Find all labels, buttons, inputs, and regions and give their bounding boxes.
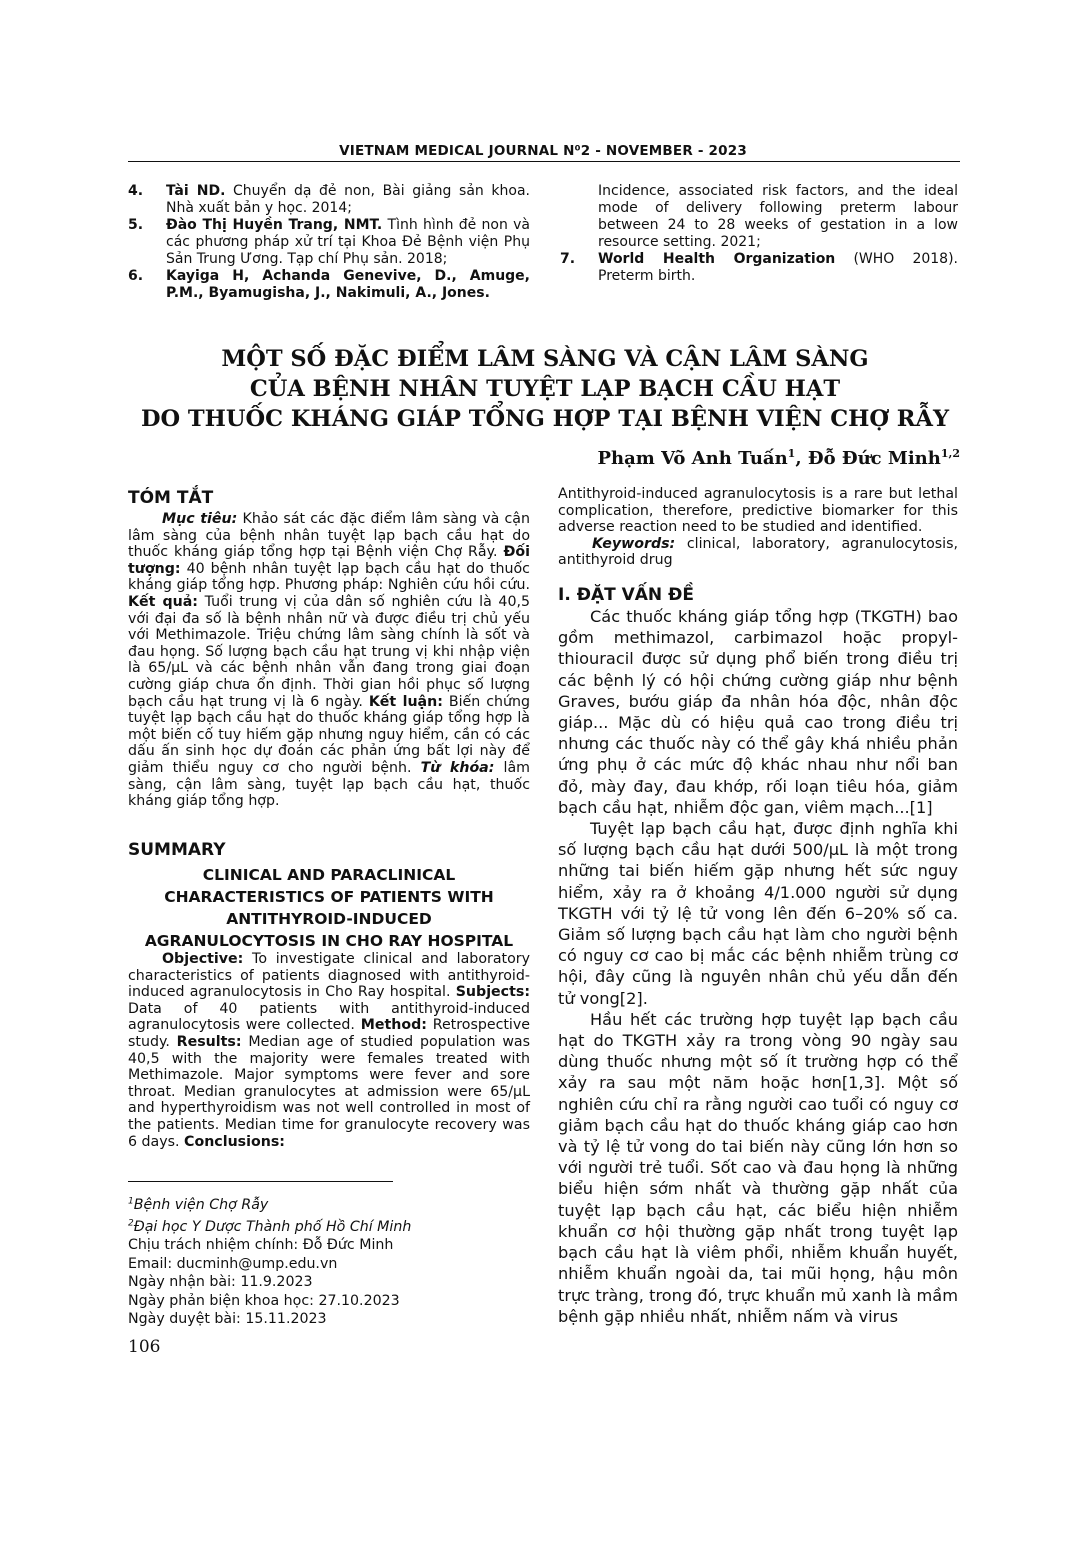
- abstract-label: Từ khóa:: [420, 759, 495, 776]
- summary-text: [128, 951, 530, 1150]
- summary-label: Subjects:: [455, 984, 530, 1001]
- reference-text: [166, 217, 530, 268]
- summary-continuation: [558, 486, 958, 569]
- journal-header: VIETNAM MEDICAL JOURNAL N⁰2 - NOVEMBER - 2023: [339, 143, 747, 159]
- reference-text: [598, 251, 958, 285]
- summary-title-line: ANTITHYROID-INDUCED: [226, 910, 432, 928]
- reference-item: [560, 251, 958, 285]
- summary-results: Median age of studied population was 40,5 with the majority were females treated with Methimazole. Major symptoms were fever and sore throat. Median granulocytes at admission were 65/µL and hyperthyroidism was not well controlled in most of the patients. Median time for granulocyte recovery was 6 days.: [128, 1033, 531, 1150]
- summary-title-line: CHARACTERISTICS OF PATIENTS WITH: [164, 888, 494, 906]
- summary-subjects: Data of 40 patients with antithyroid-induced agranulocytosis were collected.: [128, 1000, 530, 1034]
- reference-body: Tình hình đẻ non và các phương pháp xử trí tại Khoa Đẻ Bệnh viện Phụ Sản Trung Ương. Tạp chí Phụ sản. 2018;: [166, 217, 530, 267]
- reference-number: 5.: [128, 217, 144, 233]
- reference-body: (WHO 2018). Preterm birth.: [598, 251, 958, 284]
- title-line: CỦA BỆNH NHÂN TUYỆT LẠP BẠCH CẦU HẠT: [249, 376, 841, 402]
- summary-conclusion-text: Antithyroid-induced agranulocytosis is a rare but lethal complication, therefore, predictive biomarker for this adverse reaction need to be studied and identified.: [558, 486, 958, 536]
- intro-paragraph: Hầu hết các trường hợp tuyệt lạp bạch cầu hạt do TKGTH xảy ra trong vòng 90 ngày sau dùng thuốc nhưng một số ít trường hợp có thể xảy ra sau một năm hoặc hơn[1,3]. Một số nghiên cứu chỉ ra rằng người cao tuổi có nguy cơ giảm bạch cầu hạt do thuốc kháng giáp cao hơn và tỷ lệ tử vong do tai biến này cũng lớn hơn so với người trẻ tuổi. Sốt cao và đau họng là những biểu hiện sớm nhất và thường gặp nhất của tuyệt lạp bạch cầu hạt, các biểu hiện nhiễm khuẩn cơ hội thường gặp nhất trong tuyệt lạp bạch cầu hạt là viêm phổi, nhiễm khuẩn huyết, nhiễm khuẩn ngoài da, tai mũi họng, hậu môn trực tràng, trong đó, trực khuẩn mủ xanh là mầm bệnh gặp nhiều nhất, nhiễm nấm và virus: [558, 1009, 958, 1326]
- footnote-sup: 1: [128, 1196, 134, 1206]
- author-affiliation: 1: [787, 447, 796, 460]
- abstract-conclusion: Biến chứng tuyệt lạp bạch cầu hạt do thuốc kháng giáp tổng hợp là một biến cố tuy hiếm gặp nhưng nguy hiểm, cần có các dấu ấn sinh học dự đoán các phản ứng bất lợi này để giảm thiểu nguy cơ cho người bệnh.: [128, 693, 530, 776]
- reference-body: Chuyển dạ đẻ non, Bài giảng sản khoa. Nhà xuất bản y học. 2014;: [166, 183, 530, 216]
- footnote-affiliation: [128, 1214, 411, 1236]
- footnote-sup: 2: [128, 1218, 134, 1229]
- author-affiliation: 1,2: [940, 447, 960, 460]
- summary-title-line: AGRANULOCYTOSIS IN CHO RAY HOSPITAL: [144, 932, 514, 950]
- article-authors: [560, 447, 960, 469]
- references-left: [128, 183, 530, 302]
- abstract-label: Kết quả:: [128, 593, 198, 610]
- summary-title-line: CLINICAL AND PARACLINICAL: [202, 866, 456, 884]
- footnote-text: Đại học Y Dược Thành phố Hồ Chí Minh: [133, 1218, 412, 1235]
- summary-label: Results:: [176, 1033, 242, 1050]
- reference-number: 4.: [128, 183, 144, 199]
- summary-keywords-text: clinical, laboratory, agranulocytosis, antithyroid drug: [558, 535, 958, 569]
- footnote-affiliation: [128, 1192, 411, 1214]
- reference-continuation: [560, 183, 958, 251]
- summary-title: [128, 864, 530, 952]
- reference-item: [128, 217, 530, 268]
- author-name: Phạm Võ Anh Tuấn: [597, 448, 788, 469]
- footnote-accepted: Ngày duyệt bài: 15.11.2023: [128, 1311, 327, 1328]
- footnote-responsible: Chịu trách nhiệm chính: Đỗ Đức Minh: [128, 1237, 394, 1254]
- footnote-email: Email: ducminh@ump.edu.vn: [128, 1255, 338, 1272]
- footnote-divider: [128, 1181, 393, 1182]
- author-name: Đỗ Đức Minh: [807, 448, 941, 469]
- reference-authors: World Health Organization: [598, 251, 836, 267]
- summary-label: Keywords:: [592, 535, 676, 552]
- reference-number: 7.: [560, 251, 576, 267]
- intro-paragraph: Các thuốc kháng giáp tổng hợp (TKGTH) bao gồm methimazol, carbimazol hoặc propyl-thiouracil được sử dụng phổ biến trong điều trị các bệnh lý có hội chứng cường giáp như bệnh Graves, bướu giáp đa nhân hóa độc, nhân độc giáp... Mặc dù có hiệu quả cao trong điều trị nhưng các thuốc này có thể gây khá nhiều phản ứng phụ ở các mức độ khác nhau như nổi ban đỏ, mày đay, đau khớp, rối loạn tiêu hóa, giảm bạch cầu hạt, nhiễm độc gan, viêm mạch...[1]: [558, 607, 958, 817]
- reference-item: [128, 268, 530, 302]
- reference-authors: Kayiga H, Achanda Genevive, D., Amuge, P.M., Byamugisha, J., Nakimuli, A., Jones.: [166, 268, 530, 301]
- abstract-keywords: lâm sàng, cận lâm sàng, tuyệt lạp bạch cầu hạt, thuốc kháng giáp tổng hợp.: [128, 759, 530, 810]
- abstract-label: Mục tiêu:: [162, 511, 238, 527]
- reference-authors: Đào Thị Huyền Trang, NMT.: [166, 217, 383, 233]
- header-divider: [128, 161, 960, 162]
- footnote-text: Bệnh viện Chợ Rẫy: [133, 1196, 269, 1213]
- summary-label: Objective:: [162, 951, 244, 967]
- abstract-objective: Khảo sát các đặc điểm lâm sàng và cận lâm sàng của bệnh nhân tuyệt lạp bạch cầu hạt do thuốc kháng giáp tổng hợp tại Bệnh viện Chợ Rẫy.: [128, 511, 530, 561]
- reference-text: [166, 183, 530, 217]
- references-right: [560, 183, 958, 285]
- footnotes: [128, 1192, 411, 1329]
- reference-item: [128, 183, 530, 217]
- title-line: DO THUỐC KHÁNG GIÁP TỔNG HỢP TẠI BỆNH VIỆN CHỢ RẪY: [140, 406, 950, 432]
- summary-label: Method:: [360, 1017, 427, 1034]
- summary-label: Conclusions:: [184, 1133, 285, 1150]
- footnote-received: Ngày nhận bài: 11.9.2023: [128, 1274, 313, 1291]
- abstract-results: Tuổi trung vị của dân số nghiên cứu là 40,5 với đại đa số là bệnh nhân nữ và được điều trị chủ yếu với Methimazole. Triệu chứng lâm sàng chính là sốt và đau họng. Số lượng bạch cầu hạt trung vị khi nhập viện là 65/µL và các bệnh nhân vẫn đang trong giai đoạn cường giáp chưa ổn định. Thời gian hồi phục số lượng bạch cầu hạt trung vị là 6 ngày.: [128, 593, 531, 710]
- abstract-label: Kết luận:: [368, 693, 443, 710]
- abstract-vi-text: [128, 511, 530, 810]
- abstract-heading: TÓM TẮT: [128, 488, 214, 508]
- intro-paragraph: Tuyệt lạp bạch cầu hạt, được định nghĩa khi số lượng bạch cầu hạt dưới 500/µL là một trong những tai biến hiếm gặp nhưng hết sức nguy hiểm, xảy ra ở khoảng 4/1.000 người sử dụng TKGTH với tỷ lệ tử vong lên đến 6–20% số ca. Giảm số lượng bạch cầu hạt làm cho người bệnh có nguy cơ cao bị mắc các bệnh nhiễm trùng cơ hội, đây cũng là nguyên nhân chủ yếu dẫn đến tử vong[2].: [558, 819, 958, 1008]
- footnote-reviewed: Ngày phản biện khoa học: 27.10.2023: [128, 1292, 400, 1309]
- author-separator: ,: [795, 448, 808, 469]
- reference-text: [166, 268, 530, 302]
- summary-method: Retrospective study.: [128, 1017, 531, 1050]
- summary-objective: To investigate clinical and laboratory characteristics of patients diagnosed with antithyroid-induced agranulocytosis in Cho Ray hospital.: [128, 951, 530, 1001]
- summary-heading: SUMMARY: [128, 840, 226, 860]
- article-title: [130, 344, 960, 434]
- abstract-label: Đối tượng:: [128, 544, 530, 577]
- summary-keywords: [558, 536, 958, 569]
- page-number: 106: [128, 1337, 161, 1357]
- abstract-subjects: 40 bệnh nhân tuyệt lạp bạch cầu hạt do thuốc kháng giáp tổng hợp. Phương pháp: Nghiên cứu hồi cứu.: [128, 560, 530, 594]
- title-line: MỘT SỐ ĐẶC ĐIỂM LÂM SÀNG VÀ CẬN LÂM SÀNG: [221, 346, 869, 372]
- reference-body: Incidence, associated risk factors, and the ideal mode of delivery following preterm labour between 24 to 28 weeks of gestation in a low resource setting. 2021;: [598, 183, 958, 250]
- intro-heading: I. ĐẶT VẤN ĐỀ: [558, 585, 694, 605]
- intro-body: [558, 606, 958, 1327]
- reference-authors: Tài ND.: [166, 183, 226, 199]
- reference-number: 6.: [128, 268, 144, 284]
